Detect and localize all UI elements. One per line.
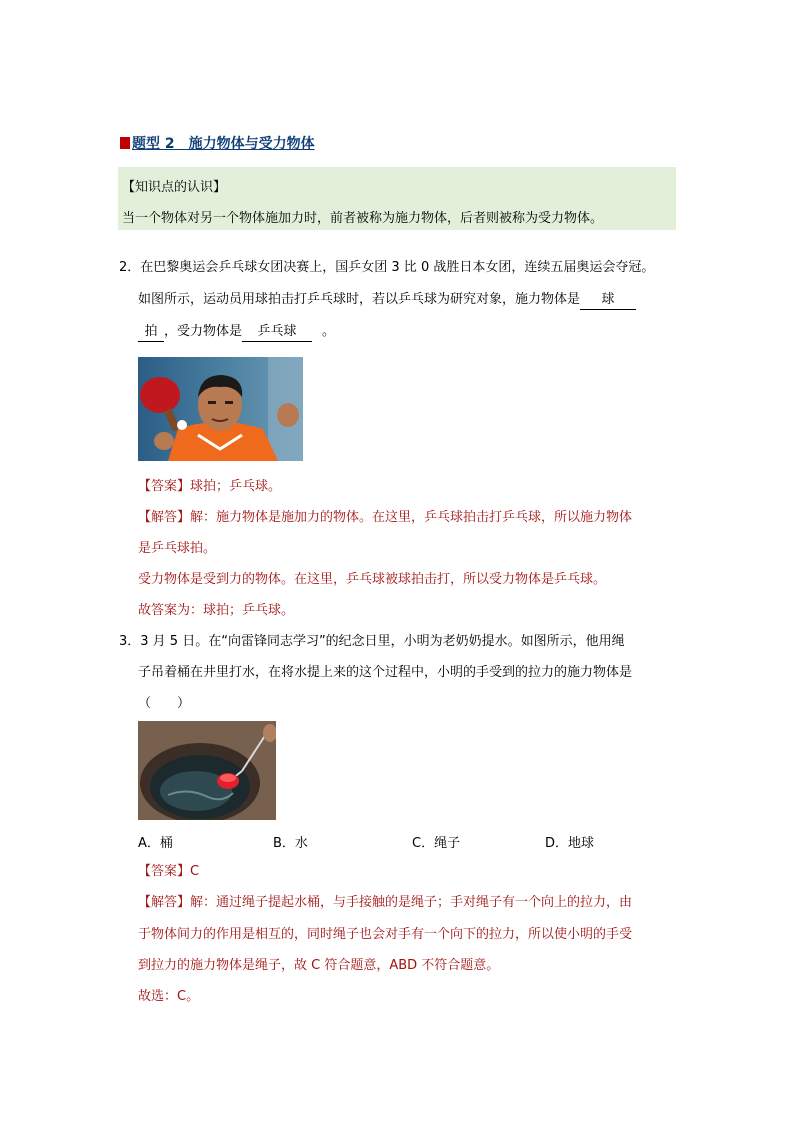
- q2-blank1-part1: 球: [580, 291, 636, 310]
- q2-answer-text: 球拍；乒乓球。: [190, 479, 282, 494]
- q3-line3: （ ）: [138, 696, 191, 711]
- q3-analysis-line2: 于物体间力的作用是相互的，同时绳子也会对手有一个向下的拉力，所以使小明的手受: [138, 927, 633, 942]
- q3-analysis-text1: 解：通过绳子提起水桶，与手接触的是绳子；手对绳子有一个向上的拉力，由: [190, 895, 633, 910]
- q3-conclusion: 故选：C。: [138, 989, 200, 1004]
- q2-analysis-line2: 是乒乓球拍。: [138, 541, 217, 556]
- q2-answer-tag: 【答案】: [138, 479, 191, 494]
- q3-line2: 子吊着桶在井里打水，在将水提上来的这个过程中，小明的手受到的拉力的施力物体是: [138, 665, 633, 680]
- q2-end: 。: [322, 324, 336, 339]
- option-d: D．地球: [545, 836, 595, 851]
- q2-line2-prefix: 如图所示，运动员用球拍击打乒乓球时，若以乒乓球为研究对象，施力物体是: [138, 292, 581, 307]
- q2-blank2: 乒乓球: [242, 323, 312, 342]
- table-tennis-photo: [138, 357, 303, 461]
- q3-answer: [138, 863, 199, 881]
- q2-conclusion: 故答案为：球拍；乒乓球。: [138, 603, 295, 618]
- q2-mid: ，受力物体是: [164, 324, 243, 339]
- q3-answer-tag: 【答案】: [138, 864, 191, 879]
- q2-blank1-part2: 拍: [138, 323, 164, 342]
- q2-line2: [138, 291, 636, 310]
- knowledge-text: 当一个物体对另一个物体施加力时，前者被称为施力物体，后者则被称为受力物体。: [122, 211, 604, 226]
- q3-analysis-line3: 到拉力的施力物体是绳子，故 C 符合题意，ABD 不符合题意。: [138, 958, 500, 973]
- section-title-text: 题型 2 施力物体与受力物体: [132, 136, 315, 152]
- option-b: B．水: [273, 836, 308, 851]
- q2-analysis-line3: 受力物体是受到力的物体。在这里，乒乓球被球拍击打，所以受力物体是乒乓球。: [138, 572, 607, 587]
- q3-analysis-line1: [138, 894, 632, 912]
- well-photo: [138, 721, 276, 820]
- q2-analysis-line1: [138, 509, 632, 527]
- q3-line1: 3．3 月 5 日。在“向雷锋同志学习”的纪念日里，小明为老奶奶提水。如图所示，他用绳: [119, 634, 625, 649]
- section-marker: [120, 137, 130, 149]
- q3-analysis-tag: 【解答】: [138, 895, 191, 910]
- q2-line3: [138, 323, 335, 342]
- q2-answer: [138, 478, 281, 496]
- q2-analysis-tag: 【解答】: [138, 510, 191, 525]
- section-title: [120, 133, 315, 153]
- q3-answer-text: C: [190, 864, 200, 879]
- knowledge-title: 【知识点的认识】: [122, 180, 227, 195]
- option-c: C．绳子: [412, 836, 461, 851]
- q2-line1: 2．在巴黎奥运会乒乓球女团决赛上，国乒女团 3 比 0 战胜日本女团，连续五届奥运会夺冠。: [119, 260, 655, 275]
- knowledge-box: [118, 167, 676, 230]
- option-a: A．桶: [138, 836, 173, 851]
- q2-analysis-text1: 解：施力物体是施加力的物体。在这里，乒乓球拍击打乒乓球，所以施力物体: [190, 510, 633, 525]
